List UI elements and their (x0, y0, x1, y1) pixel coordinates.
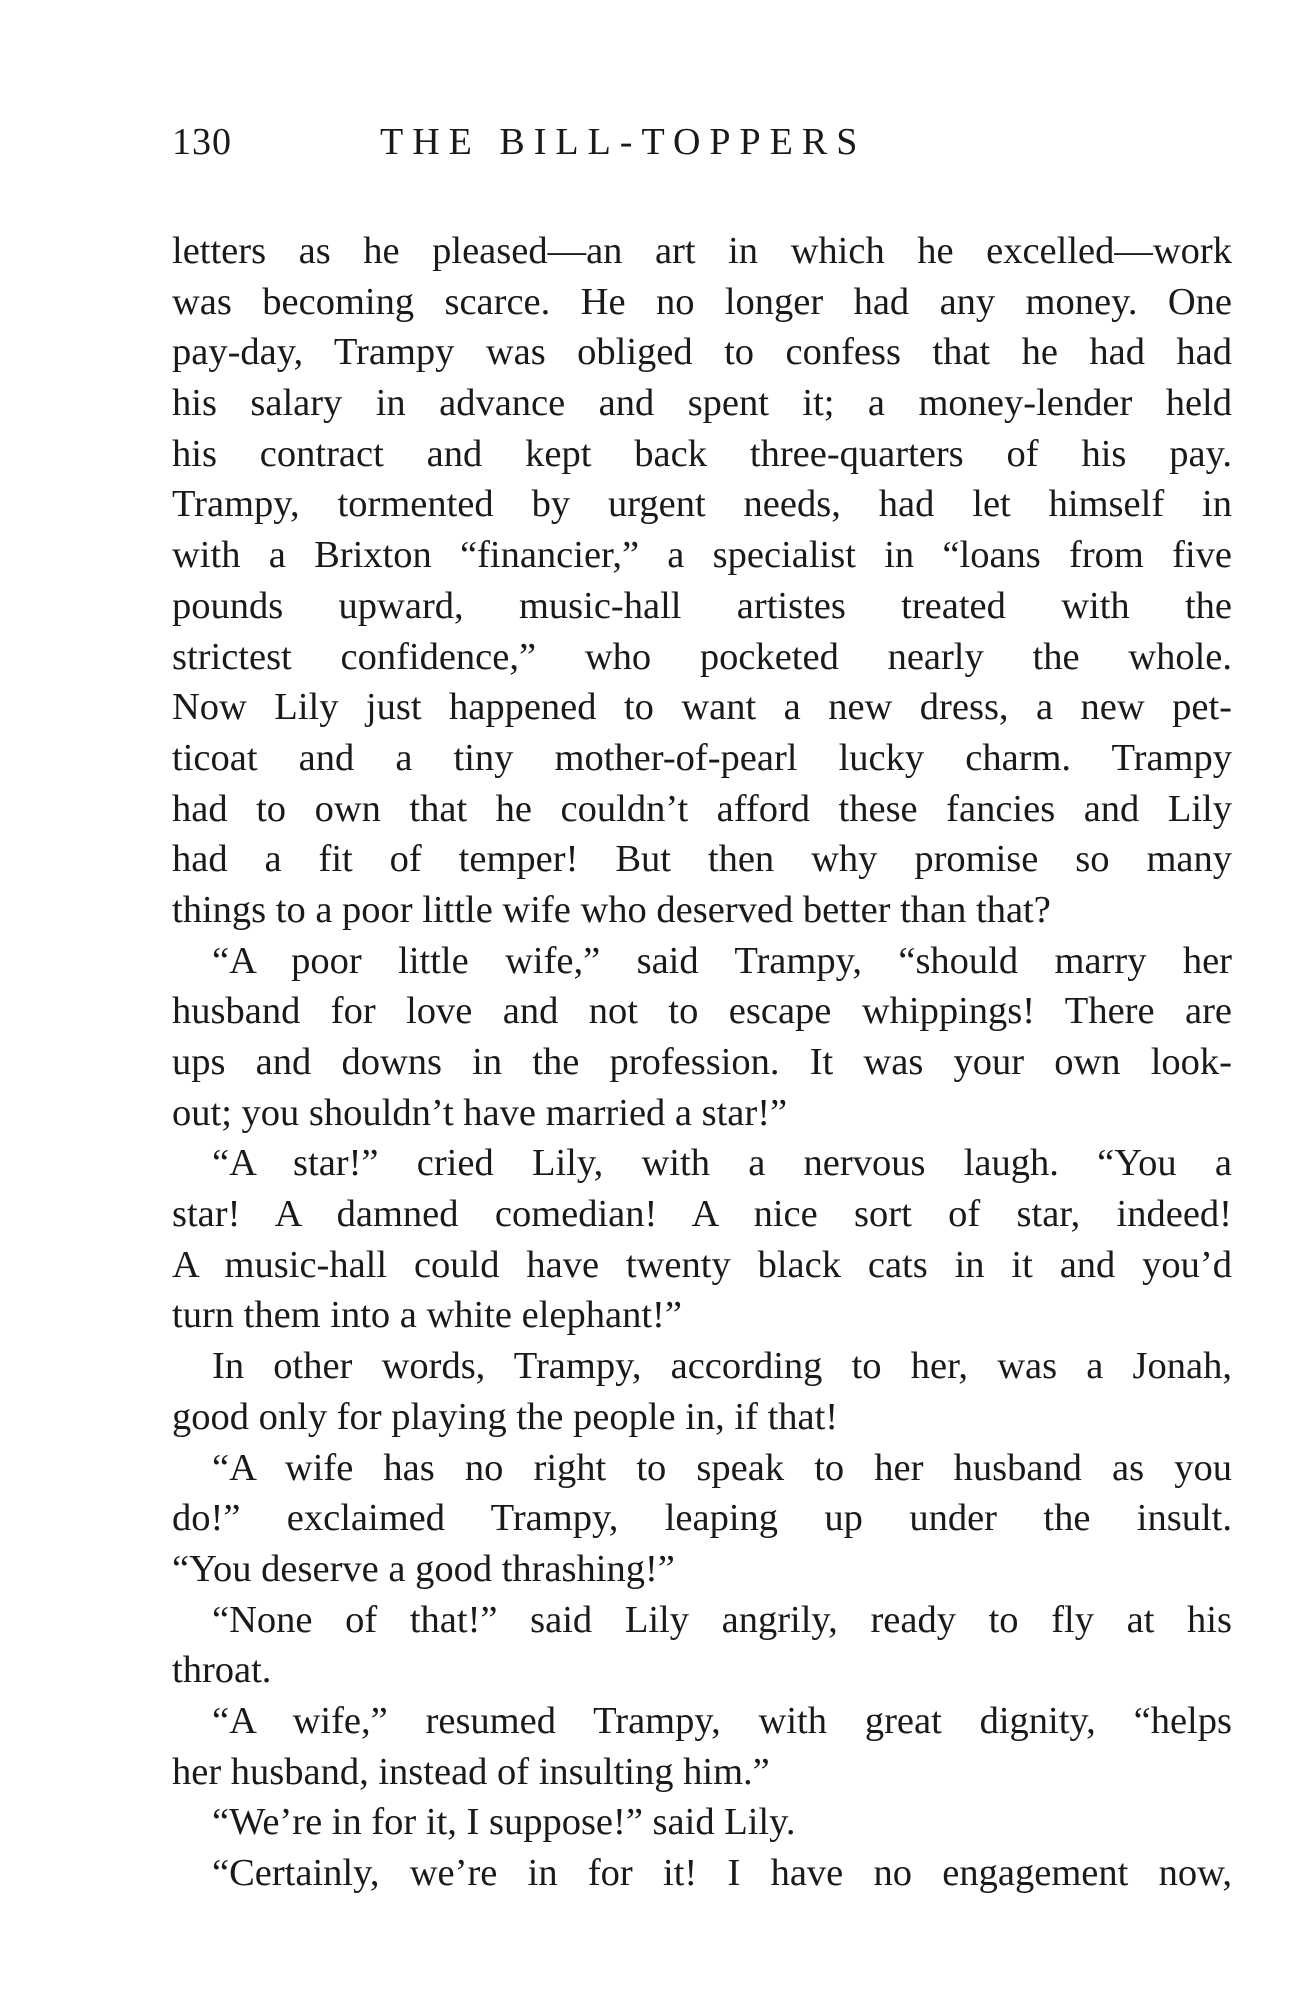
text-line: Trampy, tormented by urgent needs, had let himself in (172, 483, 1232, 526)
text-line: out; you shouldn’t have married a star!” (172, 1091, 788, 1134)
text-line: “We’re in for it, I suppose!” said Lily. (212, 1801, 796, 1844)
text-line: do!” exclaimed Trampy, leaping up under the insult. (172, 1497, 1232, 1540)
text-line: ticoat and a tiny mother-of-pearl lucky charm. Trampy (172, 736, 1232, 779)
text-line: husband for love and not to escape whippings! There are (172, 990, 1232, 1033)
text-line: letters as he pleased—an art in which he excelled—work (172, 230, 1232, 272)
body-text (172, 226, 1232, 1899)
text-line: things to a poor little wife who deserved better than that? (172, 888, 1051, 931)
text-line: her husband, instead of insulting him.” (172, 1750, 770, 1793)
text-line: his salary in advance and spent it; a money-lender held (172, 382, 1232, 425)
text-line: “A wife,” resumed Trampy, with great dignity, “helps (212, 1699, 1232, 1742)
text-line: star! A damned comedian! A nice sort of star, indeed! (172, 1193, 1232, 1236)
text-line: turn them into a white elephant!” (172, 1294, 682, 1337)
text-line: “A poor little wife,” said Trampy, “should marry her (212, 939, 1232, 982)
text-line: throat. (172, 1649, 272, 1692)
text-line: good only for playing the people in, if that! (172, 1395, 839, 1438)
running-title: THE BILL-TOPPERS (380, 121, 867, 163)
text-line: “None of that!” said Lily angrily, ready to fly at his (212, 1598, 1232, 1641)
page-number: 130 (172, 121, 232, 163)
text-line: was becoming scarce. He no longer had any money. One (172, 280, 1232, 323)
text-line: ups and downs in the profession. It was your own look- (172, 1041, 1232, 1083)
page-header (172, 120, 1232, 180)
text-line: In other words, Trampy, according to her, was a Jonah, (212, 1345, 1232, 1388)
text-line: pounds upward, music-hall artistes treated with the (172, 584, 1232, 627)
text-line: “Certainly, we’re in for it! I have no engagement now, (212, 1852, 1232, 1894)
text-line: pay-day, Trampy was obliged to confess that he had had (172, 331, 1232, 374)
text-line: A music-hall could have twenty black cats in it and you’d (172, 1243, 1232, 1286)
text-line: his contract and kept back three-quarters of his pay. (172, 432, 1232, 475)
text-line: “A wife has no right to speak to her husband as you (212, 1446, 1232, 1489)
text-line: had a fit of temper! But then why promise so many (172, 838, 1232, 881)
text-line: with a Brixton “financier,” a specialist in “loans from five (172, 534, 1232, 577)
text-line: “A star!” cried Lily, with a nervous laugh. “You a (212, 1142, 1232, 1185)
text-line: Now Lily just happened to want a new dress, a new pet- (172, 686, 1232, 729)
text-line: had to own that he couldn’t afford these fancies and Lily (172, 787, 1232, 830)
text-line: “You deserve a good thrashing!” (172, 1547, 675, 1590)
text-line: strictest confidence,” who pocketed nearly the whole. (172, 635, 1232, 678)
